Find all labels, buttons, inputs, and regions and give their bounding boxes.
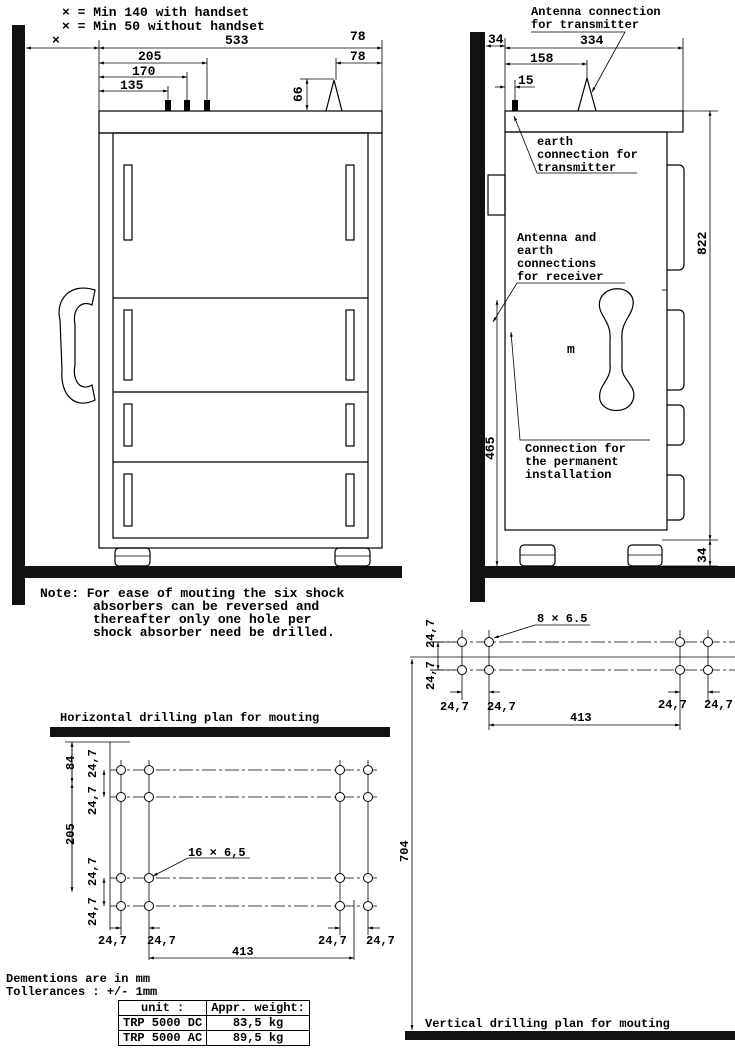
vplan-title: Vertical drilling plan for mouting <box>425 1017 670 1031</box>
cabinet-top-plate <box>99 111 382 133</box>
dim-158: 158 <box>530 51 554 66</box>
hplan-hole-label: 16 × 6,5 <box>188 846 246 860</box>
drill-hole <box>117 874 126 883</box>
drill-hole <box>485 666 494 675</box>
legend-x-with-handset: × = Min 140 with handset <box>62 5 250 20</box>
floor-hatch <box>50 727 390 737</box>
vplan-dim-704: 704 <box>398 840 412 862</box>
drill-hole <box>364 793 373 802</box>
side-knob <box>488 175 505 215</box>
drill-hole <box>145 766 154 775</box>
weight-table <box>118 1000 310 1046</box>
label-m: m <box>567 342 575 357</box>
vplan-dim-h3: 24,7 <box>658 698 687 712</box>
carry-handles <box>667 165 684 520</box>
dim-822: 822 <box>695 231 710 255</box>
label-antenna-rx-2: earth <box>517 244 554 258</box>
tolerance-note: Tollerances : +/- 1mm <box>6 985 158 999</box>
hplan-dim-h4: 24,7 <box>366 934 395 948</box>
cabinet-body <box>99 133 382 548</box>
hplan-title: Horizontal drilling plan for mouting <box>60 711 320 725</box>
dim-78: 78 <box>350 49 366 64</box>
hplan-dim-v4: 24,7 <box>86 897 100 926</box>
drawer-handles <box>124 165 354 526</box>
label-antenna-rx-1: Antenna and <box>517 231 597 245</box>
cabinet-front <box>113 133 368 538</box>
dim-x: × <box>52 33 60 48</box>
note-line-2: absorbers can be reversed and <box>93 599 320 614</box>
shock-absorbers <box>520 545 662 566</box>
cabinet-top-plate <box>505 111 683 132</box>
dim-170: 170 <box>132 64 156 79</box>
table-header-row <box>119 1001 310 1016</box>
vplan-dim-h1: 24,7 <box>440 700 469 714</box>
label-antenna-rx-4: for receiver <box>517 270 604 284</box>
label-antenna-rx-3: connections <box>517 257 597 271</box>
connectors <box>165 80 342 111</box>
cell-unit: TRP 5000 AC <box>119 1031 207 1046</box>
vplan-dim-413: 413 <box>570 711 592 725</box>
units-note: Dementions are in mm <box>6 972 151 986</box>
drill-hole <box>336 766 345 775</box>
drill-hole <box>458 666 467 675</box>
drill-hole <box>458 638 467 647</box>
drill-hole <box>364 766 373 775</box>
front-view <box>12 25 402 640</box>
drill-hole <box>145 902 154 911</box>
dim-135: 135 <box>120 78 144 93</box>
shock-absorbers <box>115 548 370 566</box>
note-line-3: thereafter only one hole per <box>93 612 312 627</box>
drill-hole <box>704 666 713 675</box>
hplan-dim-h1: 24,7 <box>98 934 127 948</box>
hplan-dim-205: 205 <box>64 823 78 845</box>
cell-weight: 89,5 kg <box>207 1031 310 1046</box>
drill-hole <box>336 874 345 883</box>
label-antenna-tx-2: for transmitter <box>531 18 640 32</box>
note-line-4: shock absorber need be drilled. <box>93 625 335 640</box>
drill-hole <box>336 902 345 911</box>
drill-hole <box>704 638 713 647</box>
hplan-dim-h3: 24,7 <box>318 934 347 948</box>
label-antenna-tx-1: Antenna connection <box>531 5 661 19</box>
drill-hole <box>676 638 685 647</box>
handset-icon <box>599 289 634 411</box>
dim-66: 66 <box>291 86 306 102</box>
drill-hole <box>145 793 154 802</box>
drill-hole <box>145 874 154 883</box>
floor <box>484 566 735 578</box>
dim-533: 533 <box>225 33 249 48</box>
drill-hole <box>676 666 685 675</box>
label-permanent-1: Connection for <box>525 442 626 456</box>
table-row <box>119 1016 310 1031</box>
drill-hole <box>364 874 373 883</box>
hplan-dim-h2: 24,7 <box>147 934 176 948</box>
side-view <box>470 5 735 602</box>
label-permanent-2: the permanent <box>525 455 619 469</box>
hplan-dim-413: 413 <box>232 945 254 959</box>
vplan-dim-v1: 24,7 <box>424 619 438 648</box>
wall <box>470 32 485 602</box>
cell-unit: TRP 5000 DC <box>119 1016 207 1031</box>
drill-hole <box>117 793 126 802</box>
dim-34-top: 34 <box>488 32 504 47</box>
vplan-dim-v2: 24,7 <box>424 661 438 690</box>
label-earth-tx-1: earth <box>537 135 574 149</box>
table-row <box>119 1031 310 1046</box>
vplan-hole-label: 8 × 6.5 <box>537 612 588 626</box>
drill-hole <box>485 638 494 647</box>
header-weight: Appr. weight: <box>207 1001 310 1016</box>
wall-hatch <box>405 1031 735 1040</box>
drill-hole <box>364 902 373 911</box>
header-unit: unit : <box>119 1001 207 1016</box>
note-line-1: Note: For ease of mouting the six shock <box>40 586 345 601</box>
dim-15: 15 <box>518 73 534 88</box>
dim-465: 465 <box>483 436 498 460</box>
vplan-dim-h4: 24,7 <box>704 698 733 712</box>
hplan-dim-v1: 24,7 <box>86 749 100 778</box>
label-permanent-3: installation <box>525 468 612 482</box>
dim-205: 205 <box>138 49 162 64</box>
dim-78-top: 78 <box>350 29 366 44</box>
drill-hole <box>336 793 345 802</box>
hplan-dim-v2: 24,7 <box>86 786 100 815</box>
drill-hole <box>117 766 126 775</box>
handset-icon <box>59 288 95 403</box>
floor <box>24 566 402 578</box>
dim-34: 34 <box>695 547 710 563</box>
legend-x-without-handset: × = Min 50 without handset <box>62 19 265 34</box>
vertical-drilling-plan <box>398 612 735 1040</box>
label-earth-tx-2: connection for <box>537 148 638 162</box>
drill-hole <box>117 902 126 911</box>
hplan-dim-v3: 24,7 <box>86 857 100 886</box>
vplan-dim-h2: 24,7 <box>487 700 516 714</box>
wall <box>12 25 25 605</box>
cell-weight: 83,5 kg <box>207 1016 310 1031</box>
label-earth-tx-3: transmitter <box>537 161 617 175</box>
hplan-dim-84: 84 <box>64 755 78 770</box>
horizontal-drilling-plan <box>50 711 395 960</box>
dim-334: 334 <box>580 33 604 48</box>
